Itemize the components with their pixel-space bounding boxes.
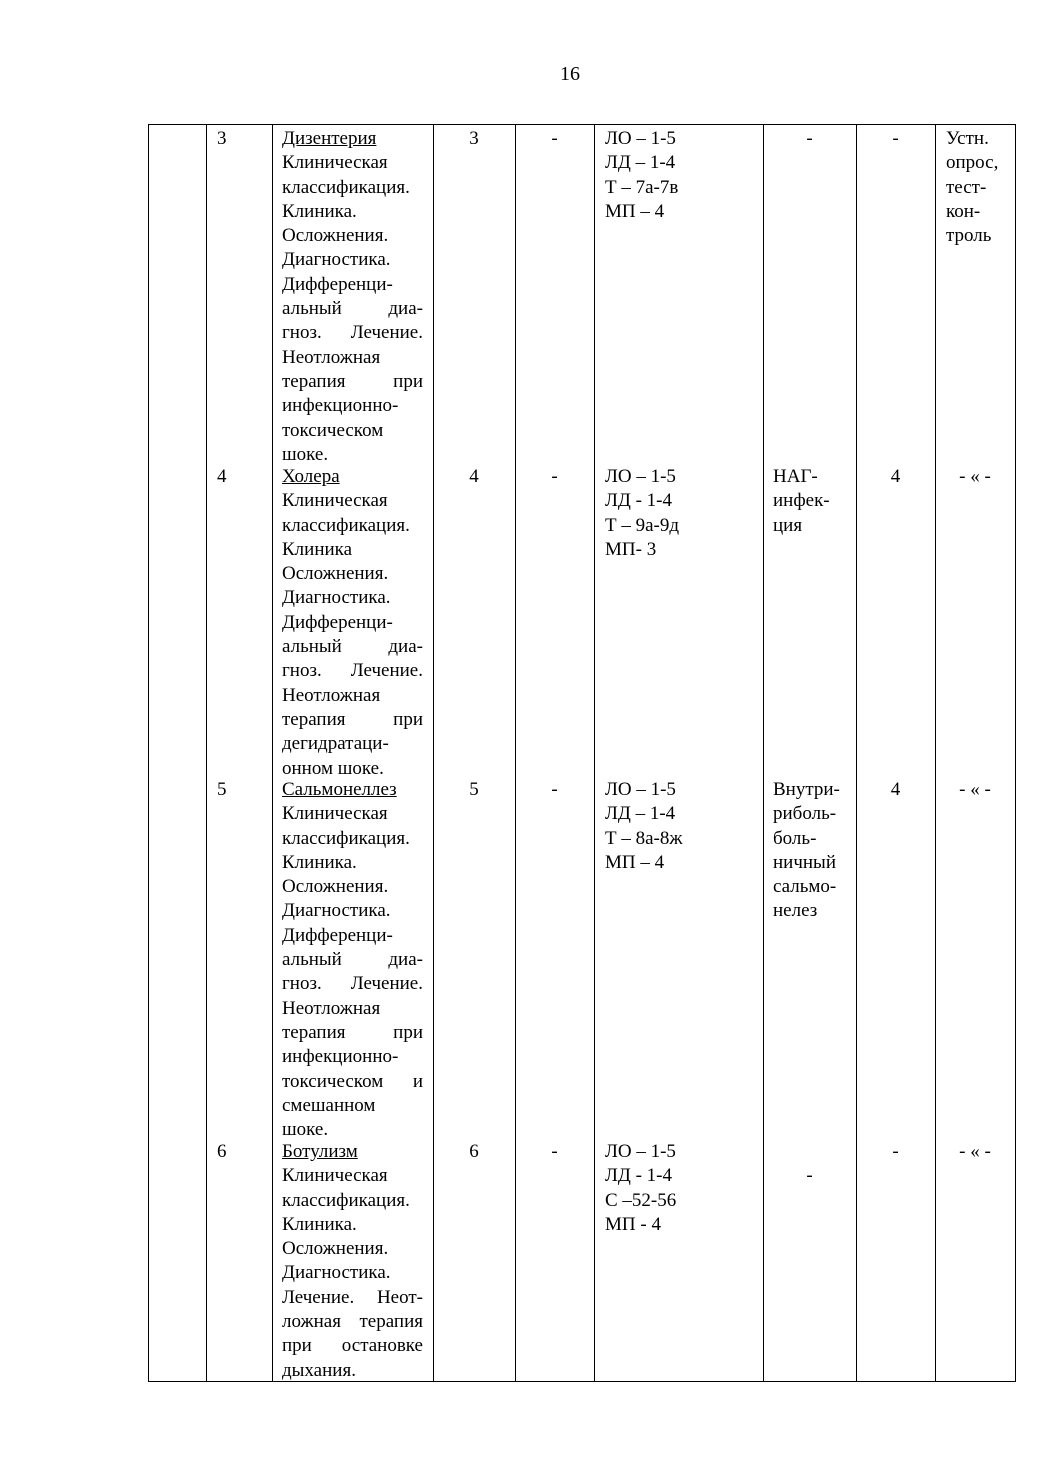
literature-line: МП- 3 <box>605 538 657 560</box>
control-form-line: кон- <box>946 200 981 222</box>
topic-line: инфекционно- <box>282 395 399 417</box>
topic-cell <box>282 465 423 781</box>
literature-line: ЛО – 1-5 <box>605 128 676 149</box>
topic-line: Осложнения. <box>282 1238 389 1260</box>
topic-line: Дифференци- <box>282 924 393 946</box>
topic-line: гноз. Лечение. <box>282 322 423 344</box>
curriculum-table <box>148 124 1016 1382</box>
self-study-cell: - <box>551 128 558 149</box>
topic-line: Осложнения. <box>282 876 389 898</box>
topic-line: Клиническая <box>282 490 388 512</box>
topic-line: Неотложная <box>282 997 381 1019</box>
row-number: 4 <box>217 466 227 487</box>
extra-topic-cell <box>763 1164 856 1188</box>
control-form-cell <box>935 465 1015 489</box>
topic-line: Осложнения. <box>282 563 389 585</box>
control-form-cell <box>935 1140 1015 1164</box>
literature-line: ЛД – 1-4 <box>605 152 676 174</box>
topic-line: шоке. <box>282 1119 329 1141</box>
topic-line: альный диа- <box>282 298 423 320</box>
literature-line: С –52-56 <box>605 1189 677 1211</box>
column-divider <box>206 125 207 1381</box>
extra-topic-line: - <box>806 1165 813 1186</box>
control-form-line: - « - <box>959 1141 991 1162</box>
extra-topic-line: боль- <box>773 827 817 849</box>
literature-cell <box>605 1140 676 1237</box>
literature-cell <box>605 465 679 562</box>
literature-line: ЛД – 1-4 <box>605 803 676 825</box>
extra-hours-cell: 4 <box>890 466 901 487</box>
topic-line: Клиника. <box>282 1213 357 1235</box>
topic-line: Осложнения. <box>282 225 389 247</box>
topic-line: Дифференци- <box>282 611 393 633</box>
control-form-line: опрос, <box>946 152 999 174</box>
row-number: 6 <box>217 1141 227 1162</box>
topic-line: терапия при <box>282 1021 423 1043</box>
topic-line: гноз. Лечение. <box>282 973 423 995</box>
literature-cell <box>605 778 683 875</box>
literature-line: Т – 8а-8ж <box>605 827 683 849</box>
literature-line: ЛД - 1-4 <box>605 490 673 512</box>
topic-line: терапия при <box>282 370 423 392</box>
topic-line: гноз. Лечение. <box>282 660 423 682</box>
topic-line: классификация. <box>282 1189 410 1211</box>
topic-line: Диагностика. <box>282 587 391 609</box>
extra-topic-line: нелез <box>773 900 818 922</box>
extra-topic-line: сальмо- <box>773 876 837 898</box>
control-form-line: - « - <box>959 466 991 487</box>
literature-line: Т – 9а-9д <box>605 514 680 536</box>
control-form-line: - « - <box>959 779 991 800</box>
literature-line: ЛД - 1-4 <box>605 1165 673 1187</box>
hours-cell: 3 <box>469 128 479 149</box>
topic-line: Клиника <box>282 538 353 560</box>
topic-line: инфекционно- <box>282 1046 399 1068</box>
column-divider <box>433 125 434 1381</box>
control-form-cell <box>935 778 1015 802</box>
control-form-line: Устн. <box>946 128 989 149</box>
literature-cell <box>605 127 678 224</box>
topic-line: смешанном <box>282 1094 376 1116</box>
extra-topic-line: ция <box>773 514 803 536</box>
topic-line: Диагностика. <box>282 1262 391 1284</box>
topic-line: Дифференци- <box>282 273 393 295</box>
control-form-line: троль <box>946 225 992 247</box>
topic-line: классификация. <box>282 176 410 198</box>
control-form-line: тест- <box>946 176 987 198</box>
topic-line: ложная терапия <box>282 1311 423 1333</box>
topic-title: Холера <box>282 466 340 487</box>
column-divider <box>763 125 764 1381</box>
column-divider <box>856 125 857 1381</box>
topic-line: Клиника. <box>282 200 357 222</box>
column-divider <box>935 125 936 1381</box>
self-study-cell: - <box>551 466 558 487</box>
topic-line: шоке. <box>282 443 329 465</box>
extra-topic-line: - <box>806 128 813 149</box>
row-number: 3 <box>217 128 227 149</box>
extra-topic-line: риболь- <box>773 803 837 825</box>
literature-line: ЛО – 1-5 <box>605 466 676 487</box>
topic-line: альный диа- <box>282 949 423 971</box>
topic-line: классификация. <box>282 514 410 536</box>
control-form-cell <box>946 127 998 248</box>
extra-topic-line: ничный <box>773 851 836 873</box>
topic-line: Неотложная <box>282 684 381 706</box>
extra-hours-cell: - <box>892 128 899 149</box>
literature-line: МП – 4 <box>605 200 665 222</box>
extra-topic-line: инфек- <box>773 490 830 512</box>
topic-line: классификация. <box>282 827 410 849</box>
topic-line: дегидратаци- <box>282 733 389 755</box>
hours-cell: 5 <box>469 779 479 800</box>
extra-topic-line: НАГ- <box>773 466 818 487</box>
self-study-cell: - <box>551 1141 558 1162</box>
topic-title: Сальмонеллез <box>282 779 397 800</box>
topic-line: Клиника. <box>282 851 357 873</box>
hours-cell: 4 <box>469 466 479 487</box>
topic-cell <box>282 778 423 1142</box>
topic-line: Клиническая <box>282 803 388 825</box>
extra-topic-cell <box>773 465 830 538</box>
topic-title: Ботулизм <box>282 1141 358 1162</box>
topic-line: альный диа- <box>282 636 423 658</box>
topic-cell <box>282 1140 423 1383</box>
topic-line: при остановке <box>282 1335 423 1357</box>
literature-line: МП – 4 <box>605 851 665 873</box>
topic-line: токсическом и <box>282 1070 423 1092</box>
topic-cell <box>282 127 423 467</box>
extra-topic-line: Внутри- <box>773 779 840 800</box>
topic-line: Клиническая <box>282 152 388 174</box>
extra-hours-cell: 4 <box>890 779 901 800</box>
row-number: 5 <box>217 779 227 800</box>
extra-topic-cell <box>763 127 856 151</box>
extra-hours-cell: - <box>892 1141 899 1162</box>
topic-line: Диагностика. <box>282 249 391 271</box>
topic-line: онном шоке. <box>282 757 384 779</box>
literature-line: МП - 4 <box>605 1213 661 1235</box>
column-divider <box>272 125 273 1381</box>
topic-line: Неотложная <box>282 346 381 368</box>
column-divider <box>515 125 516 1381</box>
self-study-cell: - <box>551 779 558 800</box>
literature-line: ЛО – 1-5 <box>605 1141 676 1162</box>
hours-cell: 6 <box>469 1141 479 1162</box>
topic-line: дыхания. <box>282 1359 356 1381</box>
topic-title: Дизентерия <box>282 128 377 149</box>
topic-line: Лечение. Неот- <box>282 1286 423 1308</box>
topic-line: токсическом <box>282 419 384 441</box>
extra-topic-cell <box>773 778 840 924</box>
page-number: 16 <box>560 63 580 85</box>
literature-line: ЛО – 1-5 <box>605 779 676 800</box>
topic-line: Клиническая <box>282 1165 388 1187</box>
topic-line: Диагностика. <box>282 900 391 922</box>
column-divider <box>594 125 595 1381</box>
topic-line: терапия при <box>282 708 423 730</box>
literature-line: Т – 7а-7в <box>605 176 679 198</box>
